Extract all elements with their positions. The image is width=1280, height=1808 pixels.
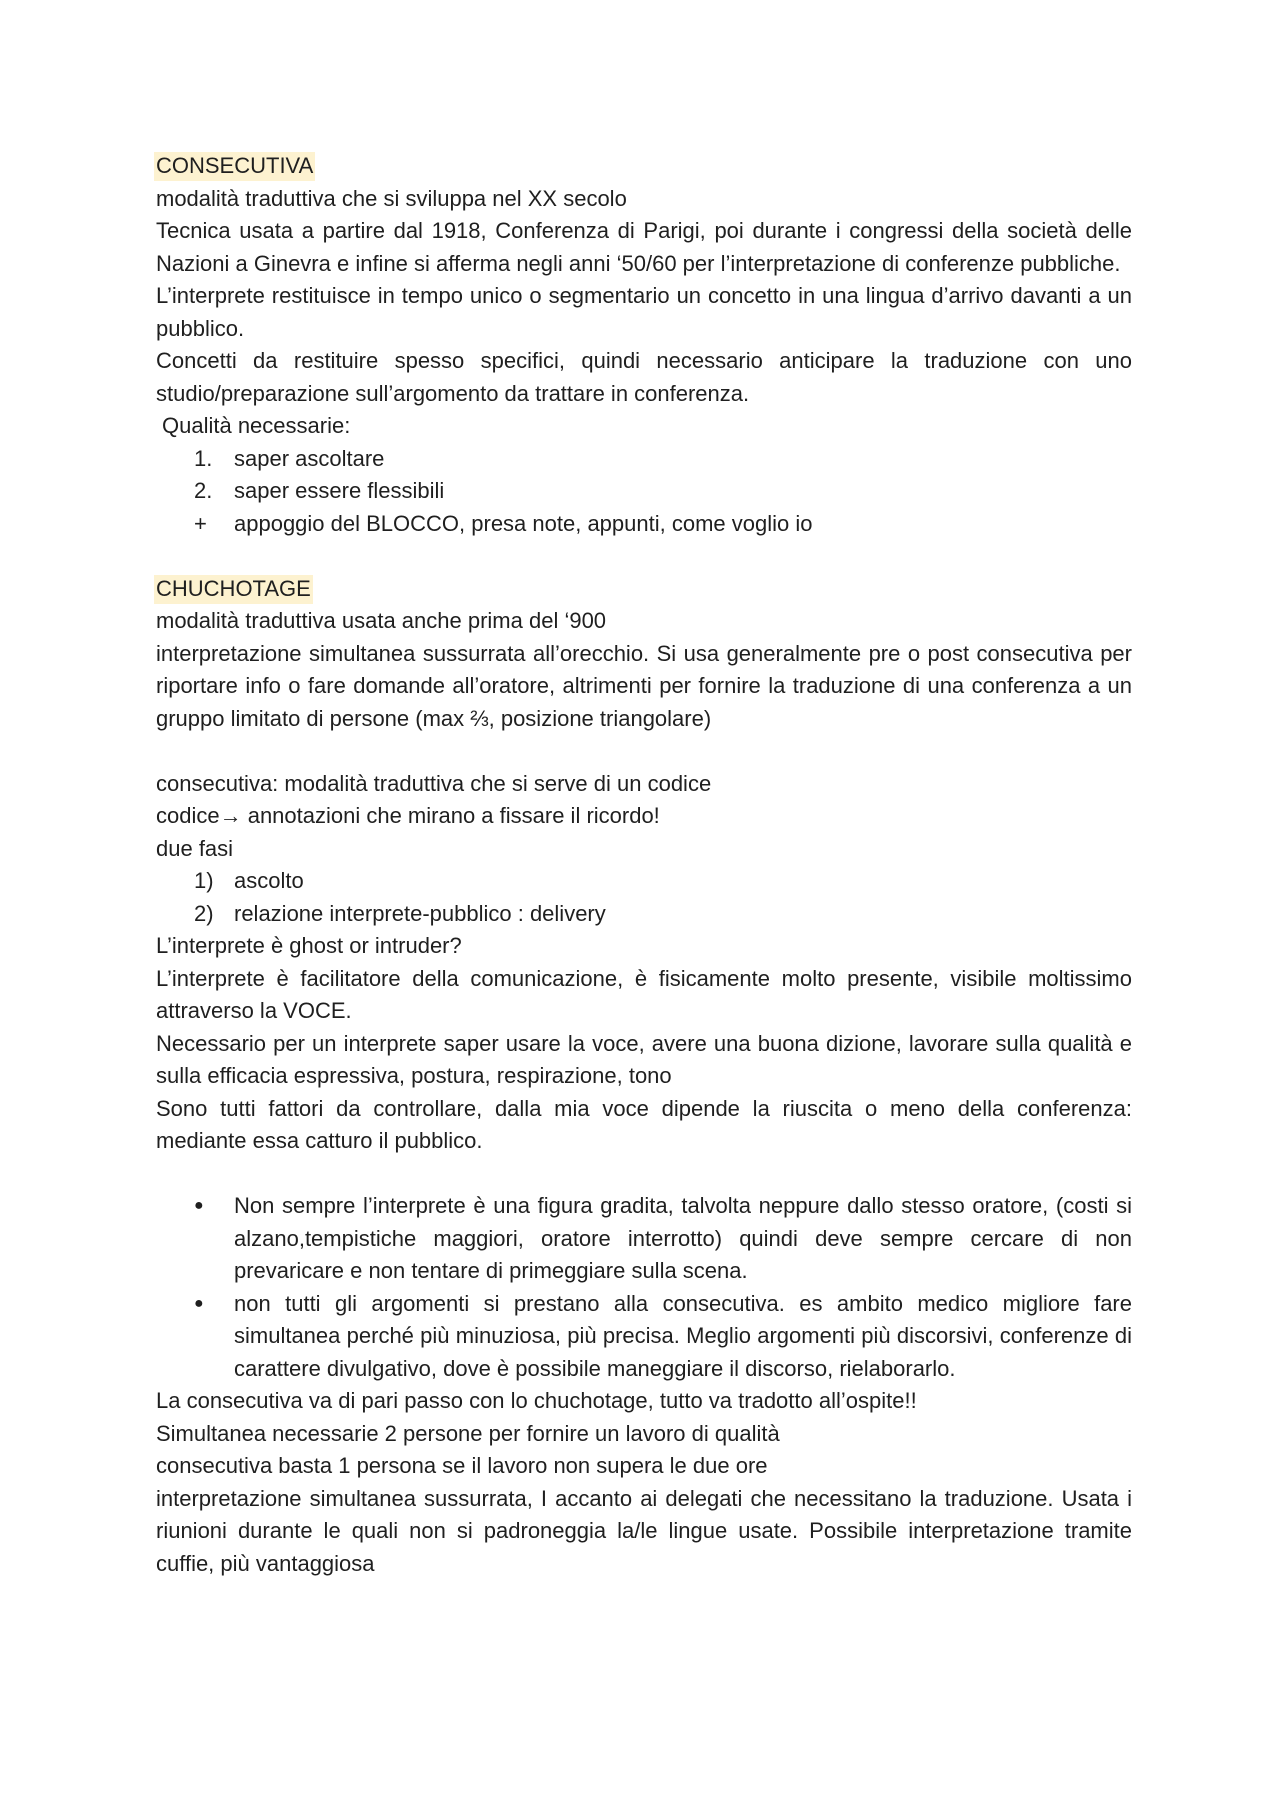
list-item-text: non tutti gli argomenti si prestano alla consecutiva. es ambito medico migliore fare simultanea perché più minuziosa, più precisa. Meglio argomenti più discorsivi, conferenze di carattere divulgativo, dove è possibile maneggiare il discorso, rielaborarlo. <box>234 1290 1132 1381</box>
list-item <box>156 443 1132 476</box>
paragraph: L’interprete è ghost or intruder? <box>156 933 462 958</box>
paragraph: codice→ annotazioni che mirano a fissare il ricordo! <box>156 803 660 828</box>
list-item <box>156 508 1132 541</box>
qualita-list <box>156 443 1132 541</box>
paragraph: consecutiva: modalità traduttiva che si serve di un codice <box>156 770 712 796</box>
paragraph: Simultanea necessarie 2 persone per fornire un lavoro di qualità <box>156 1420 780 1446</box>
paragraph: interpretazione simultanea sussurrata, I accanto ai delegati che necessitano la traduzione. Usata i riunioni durante le quali non si padroneggia la/le lingue usate. Possibile interpretazione tramite cuffie, più vantaggiosa <box>156 1485 1132 1576</box>
fasi-list <box>156 865 1132 930</box>
paragraph: consecutiva basta 1 persona se il lavoro non supera le due ore <box>156 1453 768 1478</box>
list-item <box>156 898 1132 931</box>
paragraph: interpretazione simultanea sussurrata all’orecchio. Si usa generalmente pre o post consecutiva per riportare info o fare domande all’oratore, altrimenti per fornire la traduzione di una conferenza a un gruppo limitato di persone (max ⅔, posizione triangolare) <box>156 640 1132 731</box>
section-heading-consecutiva <box>156 150 1132 183</box>
list-marker: 2. <box>194 478 213 503</box>
list-marker: 1. <box>194 445 213 471</box>
document-page <box>156 150 1132 1580</box>
list-label: Qualità necessarie: <box>162 413 351 438</box>
paragraph: L’interprete è facilitatore della comunicazione, è fisicamente molto presente, visibile moltissimo attraverso la VOCE. <box>156 965 1132 1023</box>
list-marker: 1) <box>194 868 214 893</box>
list-item-text: relazione interprete-pubblico : delivery <box>234 900 606 926</box>
paragraph: Sono tutti fattori da controllare, dalla mia voce dipende la riuscita o meno della conferenza: mediante essa catturo il pubblico. <box>156 1095 1132 1153</box>
list-item-text: ascolto <box>234 868 304 893</box>
list-item-text: Non sempre l’interprete è una figura gradita, talvolta neppure dallo stesso oratore, (costi si alzano,tempistiche maggiori, oratore interrotto) quindi deve sempre cercare di non prevaricare e non tentare di primeggiare sulla scena. <box>234 1193 1132 1283</box>
list-item <box>156 865 1132 898</box>
list-item <box>156 1288 1132 1386</box>
section-heading-chuchotage <box>156 573 1132 606</box>
bullet-icon: ● <box>194 1294 204 1312</box>
heading-highlight: CONSECUTIVA <box>154 152 315 181</box>
paragraph: La consecutiva va di pari passo con lo chuchotage, tutto va tradotto all’ospite!! <box>156 1388 917 1413</box>
spacer <box>156 1158 1132 1191</box>
paragraph: Tecnica usata a partire dal 1918, Conferenza di Parigi, poi durante i congressi della società delle Nazioni a Ginevra e infine si afferma negli anni ‘50/60 per l’interpretazione di conferenze pubbliche. <box>156 218 1132 276</box>
paragraph: modalità traduttiva usata anche prima del ‘900 <box>156 608 607 633</box>
list-item-text: saper ascoltare <box>234 445 385 471</box>
list-item <box>156 1190 1132 1288</box>
paragraph: Concetti da restituire spesso specifici, quindi necessario anticipare la traduzione con uno studio/preparazione sull’argomento da trattare in conferenza. <box>156 348 1132 406</box>
spacer <box>156 735 1132 768</box>
paragraph: due fasi <box>156 835 234 861</box>
spacer <box>156 540 1132 573</box>
list-item <box>156 475 1132 508</box>
bullet-list <box>156 1190 1132 1385</box>
list-marker: + <box>194 510 207 536</box>
heading-highlight: CHUCHOTAGE <box>154 575 313 604</box>
list-marker: 2) <box>194 900 214 926</box>
bullet-icon: ● <box>194 1197 204 1214</box>
paragraph: L’interprete restituisce in tempo unico o segmentario un concetto in una lingua d’arrivo davanti a un pubblico. <box>156 283 1132 341</box>
paragraph: Necessario per un interprete saper usare la voce, avere una buona dizione, lavorare sulla qualità e sulla efficacia espressiva, postura, respirazione, tono <box>156 1030 1132 1088</box>
paragraph: modalità traduttiva che si sviluppa nel XX secolo <box>156 185 627 211</box>
list-item-text: saper essere flessibili <box>234 478 445 503</box>
list-item-text: appoggio del BLOCCO, presa note, appunti, come voglio io <box>234 510 813 536</box>
